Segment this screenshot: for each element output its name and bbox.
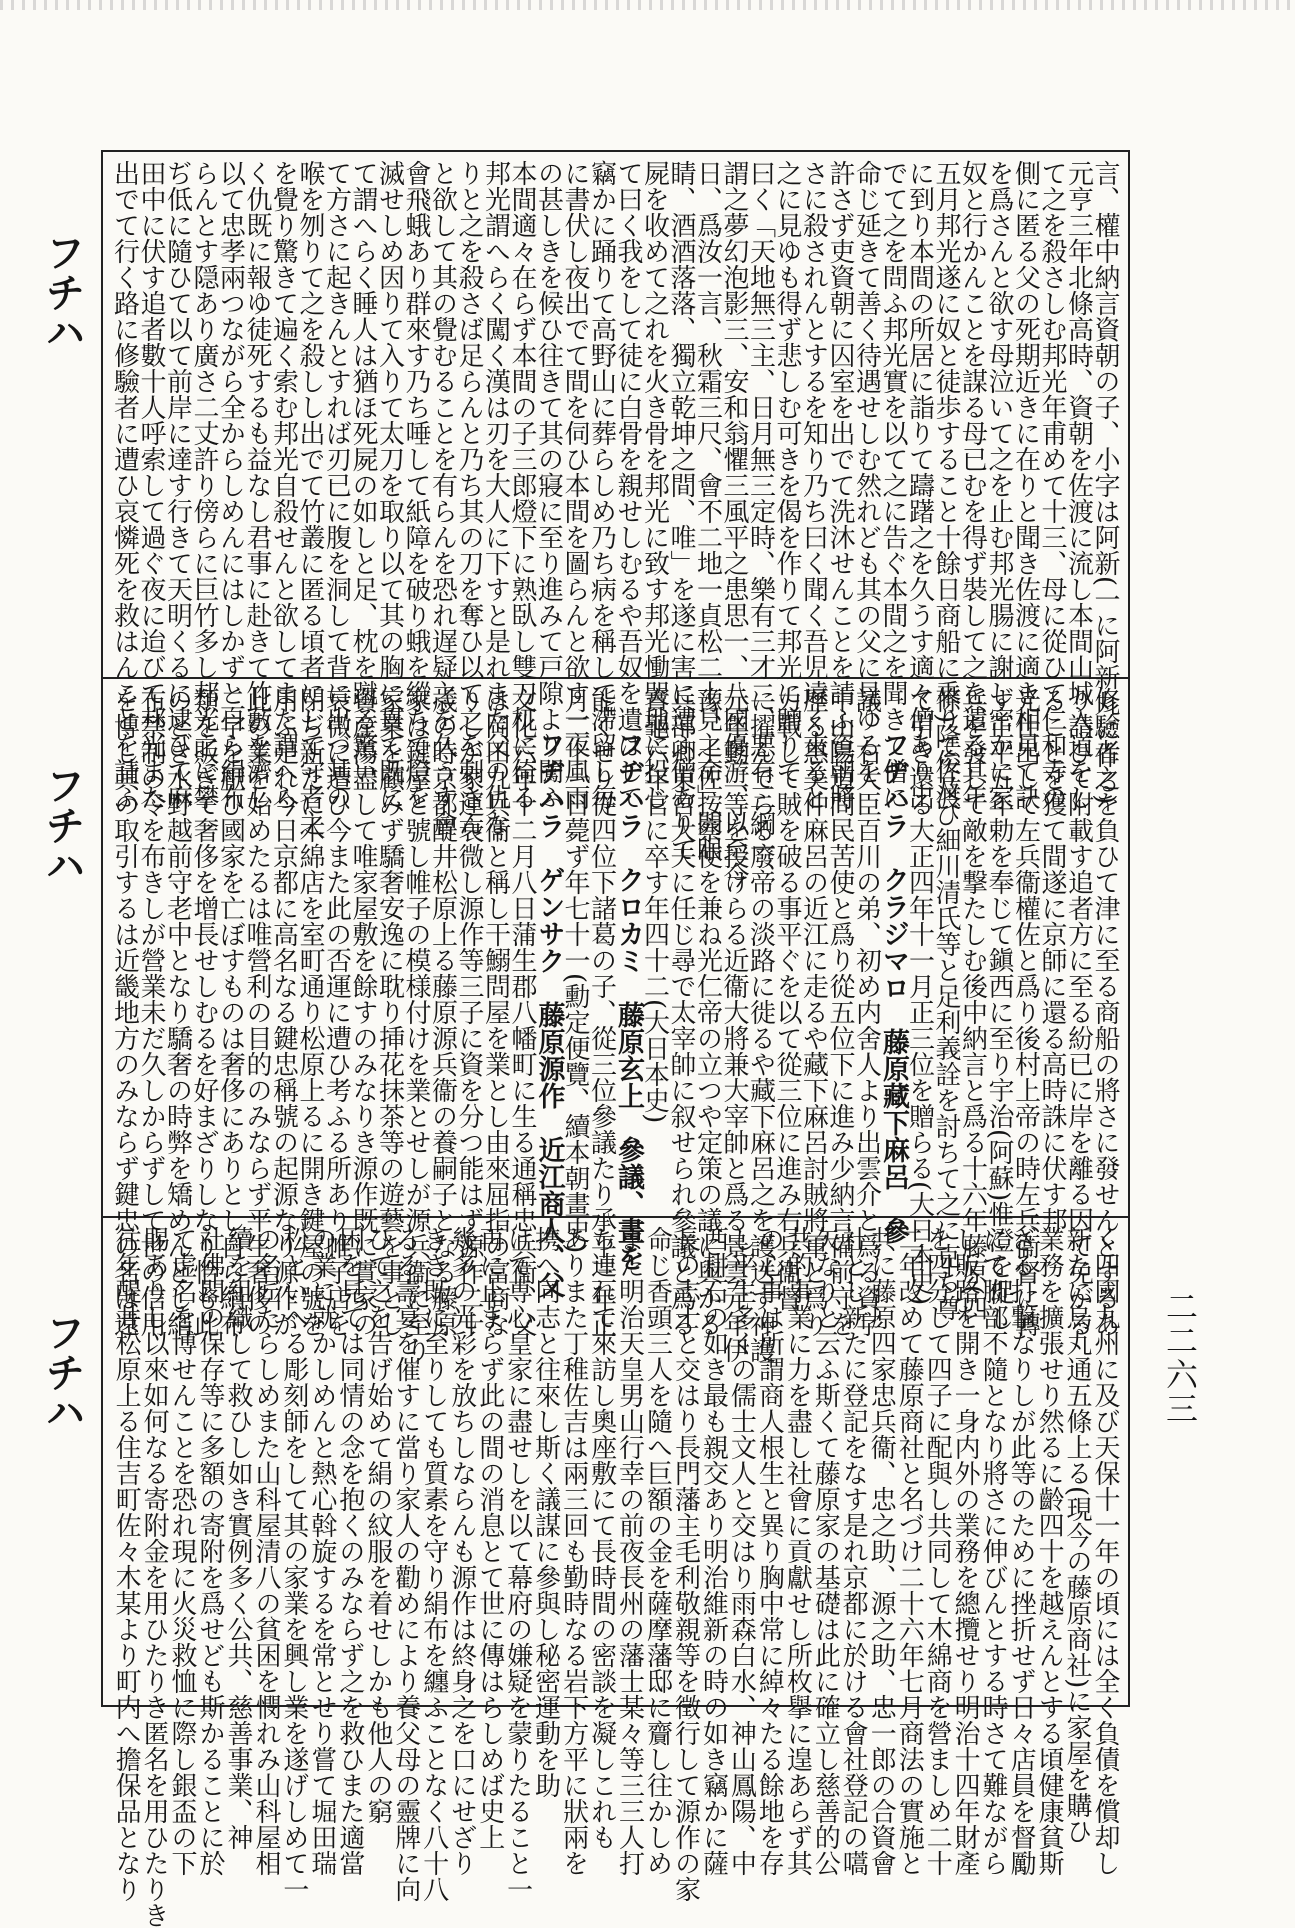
text-column: 寶龜六年官に卒す年四十二(大日本史) — [639, 687, 670, 1124]
text-column: 五月邦光遂に奴と徒歩すること十餘日商船に乗りて佐渡 — [931, 160, 961, 810]
text-column: 賜ありし以來如何なる寄附金を用ひたりき匿名を用ひたりき — [139, 1226, 170, 1928]
text-column: 曰く「天地無三主、日月無三定時、樂有三才二、悪有三綱一、 — [745, 160, 776, 888]
text-column: 言、權中納言資朝の子、小字は阿新(一に阿新丸に作る) — [1090, 160, 1120, 805]
text-column: るる壽宴を催すに當り家人の勸めにより養父母の靈牌に向 — [390, 1226, 421, 1902]
text-column: 喉を刎りて之を殺しし出でて竹叢に匿る頃者にして守者之 — [295, 160, 325, 836]
text-column: て虚名を博せんことを恐れ現に火災救恤に際し銀盃の下 — [167, 1226, 198, 1876]
text-column: けて専心皇家に盡せしを以て幕府の嫌疑を蒙りたること一 — [502, 1226, 533, 1902]
text-column: 竊かに踊りて高野山に葬らしめ乃ち病を稱して滯留し毎 — [586, 160, 617, 810]
text-column: 命じ香頭三人を隨へ巨額の金を薩摩藩邸に齎し往かしめ — [642, 1226, 673, 1876]
text-column: 條)隆俊及び細川清氏等と足利義詮を討ちて之に克ち尊 — [931, 687, 961, 1322]
text-column: 側に匿る父の死期近きに在りと聞き佐渡に適き相見て訣 — [1010, 160, 1041, 810]
text-column: 議、右大臣百川の弟、初め内舍人より出雲介と爲る資字 — [851, 687, 882, 1337]
text-column: て之を殺さしむ邦光年甫めて十三、母に從ひて仁和寺の — [1037, 160, 1067, 810]
text-column: り請ひて附載す追者方に至る紛已に岸を離る因て免がる — [1063, 687, 1094, 1337]
text-column: 月二十一日薨ず年七十一(勳定便覽、續本朝畫史) — [560, 687, 590, 1254]
text-column: 家業を顧みず驕奢安逸に耽り挿花抹茶等の遊藝を事とし — [374, 687, 405, 1337]
text-column: く四國九州に及び天保十一年の頃には全く負債を償却し — [1090, 1226, 1120, 1876]
text-column: 以て忠孝兩つながら全からしめんにはしかずと自ら絹布 — [215, 160, 246, 810]
text-column: さに殺されんとするを知り乃ち曰く聞く吾児遠く來ると — [798, 160, 829, 810]
text-column: 本間適々在らず本間の子三郎燈下に熟臥し雙刀杌に倚る — [507, 160, 537, 810]
text-column: 謂之夢幻泡影三、安和翁懼三風平之患思一、八國優游、以至今 — [719, 160, 749, 888]
text-column: 類を販ぎて奢侈を增長せしむるを好まざりしなり恰も此 — [189, 687, 219, 1337]
text-column: 西耕石の如き最も親交あり明治維新の時の如き竊かに薩 — [698, 1226, 729, 1876]
text-column: 會飛蛾あり群來す乃ち唾して紙障を破り蛾を縱ちて燈を — [401, 160, 431, 810]
text-column: ぢ低に隨ひて以て前岸に達す行きて天明くるに逮びて麻 — [162, 160, 193, 810]
text-column: に擢んでらる廢帝の淡路に徙るや藏下麻呂之を護送す神護 — [745, 687, 776, 1363]
text-column: に到り本間の所居に詣りて躊躇之を久うす適々僧あり出 — [904, 160, 935, 810]
text-column: 田中に伏す追者數十人呼索して過ぐ夜に迨びて邦光また — [136, 160, 166, 810]
text-column: 光仕出して左兵衞權佐と爲り後村上帝の時左兵衞督に轉 — [1010, 687, 1041, 1337]
running-head-middle: フチハ — [39, 765, 85, 885]
text-column: 之に見ゆも得ず悲しむ可きを偈を作りて邦光に贈りて — [772, 160, 802, 784]
text-column: 再に止まらず此の間の消息とて世に傳はらしめば史上 — [474, 1226, 505, 1850]
text-column: ず正平五年勅を奉じて鎭西に至り宇治(阿蘇)惟澄を促し — [984, 687, 1014, 1332]
text-column: 修驗者之を負ひて津に至る商船の將さに發せんとするあ — [1090, 687, 1120, 1337]
text-column: 能くせり從四位下諸葛の子、從三位參議たり承平三年正 — [586, 687, 617, 1337]
text-column: 閉ぢ新たに木綿店を室町通り松原上るに開き鍵屋の號を — [295, 687, 325, 1337]
scan-edge-artifact — [0, 0, 1295, 10]
text-column: きき既に至りしても質素を守り絹布を纏ふことなく八十八 — [418, 1226, 449, 1902]
text-column: 邦光謂へらく闖く漢は刃を大人に下すと是れまた父の仇な — [480, 160, 511, 836]
text-column: 豫、土佐按察使を兼ね光仁帝の立つや定策の議に與かる — [692, 687, 723, 1337]
text-column: ありまた丁稚佐吉は兩三回も勤時なる岩下方平に狀兩を — [558, 1226, 589, 1876]
text-column: 困を見ては同情の念を抱くのみならず之を救ひまた適當 — [334, 1226, 365, 1876]
text-column: 命じ延きて善く待遇せしむ然れども其の父に見ゆるを — [851, 160, 882, 784]
text-column: 新たに烏丸通五條上る(現今の藤原商社)に家屋を購ひ — [1062, 1226, 1093, 1845]
text-column: 矢なりと云ふ斯くて藤原家の基礎は此に確立し慈善的公 — [810, 1226, 841, 1876]
entry-heading-column: フヂハラ ゲンサク 藤原源作 近江商人、父 — [533, 731, 565, 1298]
text-column: 屍を收めて之れを火き骨を邦光に致す邦光慟哭地に投じ — [639, 160, 670, 810]
text-column: 續を組織して救ひし如き實例多く公共、慈善事業、神 — [222, 1226, 253, 1850]
text-column: らんとす隠あり廣さ二丈許り傍らに巨竹多し邦光之に攀 — [189, 160, 219, 810]
text-column: を博し其の取引するは近畿地方のみならず鍵忠の名は遠 — [109, 687, 140, 1337]
text-column: 家は鍵屋と號し帷子の模様付けを業とせしが源兵衞に至り — [401, 687, 431, 1363]
text-column: ひて之を告げ始めて絹の紋服を着せしかも他人の窮 — [362, 1226, 393, 1824]
text-column: し平生多くの儒士文人と交はり雨森白水、神山鳳陽、中 — [726, 1226, 757, 1876]
text-column: に書伏し夜出でて間を伺ひ本間を圖らんと欲す一夜風雨 — [560, 160, 590, 810]
text-column: 睛、酒酒落落、獨立乾坤之間、唯」を遂に害に遭ふ僧ありて — [666, 160, 696, 862]
text-column: く仇既に報ゆ徒死するも益なし君事に赴きて竹藪を濟し — [242, 160, 272, 810]
text-column: でて之を問ふ邦光實を以て之に告ぐ本間之を聞きて僧に — [878, 160, 908, 810]
text-column: を四分して四子に配與し共同して木綿商を營ましめ二十 — [922, 1226, 953, 1876]
text-column: 共に藤原四家忠兵衞、忠之助、源之助、忠一郎の合資會 — [866, 1226, 897, 1876]
text-column: 衰微に遭ひ今また此の否運に遭ひ考ふる所あり帷子店を — [321, 687, 352, 1337]
text-band-middle — [109, 687, 1120, 1363]
text-column: て引き還る大正四年十一月正三位を贈らる(大日本史) — [904, 687, 935, 1306]
text-column: の名匠たらしめまた山科屋清八の貧困を憫れみ山科屋相 — [250, 1226, 281, 1876]
running-head-bottom: フチハ — [39, 1312, 85, 1432]
text-column: にて脚部不隨となり將さに伸びんとする時さて難ながら — [978, 1226, 1009, 1876]
text-column: また明治天皇男山行幸の前夜長州の藩士某々等三三人打 — [614, 1226, 645, 1876]
text-column: の業に就かしめんと熱心斡旋するを常とせり嘗て堀田瑞 — [306, 1226, 337, 1876]
text-column: を覺り驚きて遍く索む邦光自殺せんと欲してまた謂へら — [268, 160, 299, 810]
text-column: 歷る惠美仲麻呂の近江に走るや藏下麻呂討賊將軍と爲り — [798, 687, 829, 1337]
text-column: のとき水野越前守老中となり驕奢の時弊を矯めんとし絹 — [162, 687, 193, 1337]
text-column: 元亨三年北條高時、資朝を佐渡に流し本間山城入道をし — [1063, 160, 1094, 810]
text-column: て謂へらく睡人は猶ほ死屍の如しと足、枕を蹴る驚い — [348, 160, 378, 784]
text-column: 社佛閣の保存等に多額の寄附を爲せども斯かることに於 — [195, 1226, 225, 1876]
text-column: 出でて行く路に修驗者に遭ひ哀憐死を救はんことを請ふ — [109, 160, 140, 810]
text-column: 此の業を始めたるは唯營利の目的のみならず平生奢侈の — [242, 687, 272, 1337]
text-column: ることを獲て間遂に京師に還る高時誅に伏す邦 — [1037, 687, 1067, 1233]
text-column: 往年醍井松原上る住吉町佐々木某より町内へ擔保品となり — [111, 1226, 142, 1902]
text-column: 携へ同志と往來し斯く議謀に參與し秘密運動を助 — [530, 1226, 561, 1798]
text-column: て方さに起きんとすれば刃已に腹を洞して背に出づ其の — [321, 160, 352, 810]
text-column: 資産蕩盡して唯家屋敷を餘すのみなりき源作既に實家の — [348, 687, 378, 1337]
text-column: りしが家運衰微し源作等三子に資を分つ能はず源作二十 — [454, 687, 484, 1337]
text-column: 二字を厭ひ國家を亡ぼすものは奢侈にありとし自ら絹布 — [215, 687, 246, 1337]
text-column: 兵部卿東宮大夫に任じ尋で太宰帥に叙せられ參議と爲る — [666, 687, 696, 1337]
running-head-top: フチハ — [39, 232, 85, 352]
text-column: を爲さんと欲す母泣いて之を止む邦光腸に謝し密かに家 — [984, 160, 1014, 810]
text-column: 中山陽道問民苦使と爲り從五位下に進み少納言備前守を — [825, 687, 855, 1337]
text-column: し販路を開き一身内外の業務を總攬せり明治十四年財產 — [950, 1226, 981, 1876]
text-column: 滅せしめ因りて入りて太刀を取り以て其の胸に貫て既に — [374, 160, 405, 810]
text-column: て曰く我をして徒に白骨を親せしむるや吾奴を遺はして — [613, 160, 643, 810]
text-column: 奴と行かんことを謀る母已むを得ず裝して之を遣る其年 — [957, 160, 988, 810]
text-column: 兵を發して敵を撃たしむ後中納言と爲る十六年藤原(四 — [957, 687, 988, 1322]
text-column: の甚しきを候ひ往きて其の寢に至り進みて戸隙より闖ふ — [533, 160, 564, 810]
text-column: ち連れて來訪し奧座敷にて長時間の密談を凝しこれも — [586, 1226, 617, 1850]
page-number: 二二六三 — [1161, 1290, 1199, 1426]
text-column: 二年改めて藤原商社と名づけ二十六年七月商法の實施と — [894, 1226, 925, 1876]
text-column: 業務を擴張せり然るに齡四十を越えんとする頃健康貧斯 — [1034, 1226, 1065, 1876]
text-column: ざる打撃なりしが此等のために挫折せず日々店員を督勵 — [1006, 1226, 1037, 1876]
text-column: 共的事業に力を盡し社會に貢獻せし所枚擧に遑あらず其 — [782, 1226, 813, 1876]
entry-heading-column: フヂハラ クロカミ 藤原玄上 參議、畫を — [613, 731, 644, 1271]
text-column: 幾多の光彩を放ちしならんも源作は終身之を口にせざり — [446, 1226, 477, 1876]
text-column: と欲して其の覺むることを有らんを恐れ遅疑之を久うす會 — [427, 160, 458, 836]
text-column: 松といへる彫刻師をして其の家業を興し業を遂げしめて一 — [278, 1226, 309, 1902]
entry-heading-column: フヂハラ クラジマロ 藤原藏下麻呂 參 — [878, 731, 909, 1244]
text-column: 布禁制の令を布きしが營業未だ久しからずして世の信用 — [136, 687, 166, 1337]
text-column: 許さず吏資朝に囚室を出でて洗沐せんことを請ふ資朝將 — [825, 160, 855, 810]
text-band-bottom — [111, 1226, 1120, 1928]
text-column: 日、爲汝一言、秋霜三尺、會不二地一貞松二士見之命」開眼 — [692, 160, 723, 862]
text-column: 歳の時京都醍井松原上る藤原源兵衞の養嗣子となる藤原 — [427, 687, 458, 1337]
text-column: 社とし新たに登記をなす是れ京都に於ける會社登記の嚆 — [838, 1226, 869, 1876]
text-column: 力戰して賊を破る事平ぐを以て從三位に進み右兵衞督 — [772, 687, 802, 1311]
text-column: りと之を殺さば足らんと乃ち其の刀を奪ひ以て之を刺さん — [454, 160, 484, 836]
text-column: 文化六年十二月八日蒲生郡八幡町に生る通稱忠兵衞、父 — [507, 687, 537, 1337]
text-column: は岡田九兵衞と稱し干鰯問屋を業とし由來屈指の富商な — [480, 687, 511, 1337]
text-column: の心事は所謂商人根生と異り胸中常に綽々たる餘地を存 — [754, 1226, 785, 1876]
text-band-top — [109, 160, 1120, 888]
text-column: 用ふ是れ今日京都に高名なる鍵忠稱號の起源なり源作が — [268, 687, 299, 1337]
text-column: 元年動二等を授けらる近衞大將兼大宰帥と爲る景雲元年伊 — [719, 687, 749, 1363]
text-column: 長の志士と交はり長門藩主毛利敬親等を徵行して源作の家 — [670, 1226, 701, 1902]
